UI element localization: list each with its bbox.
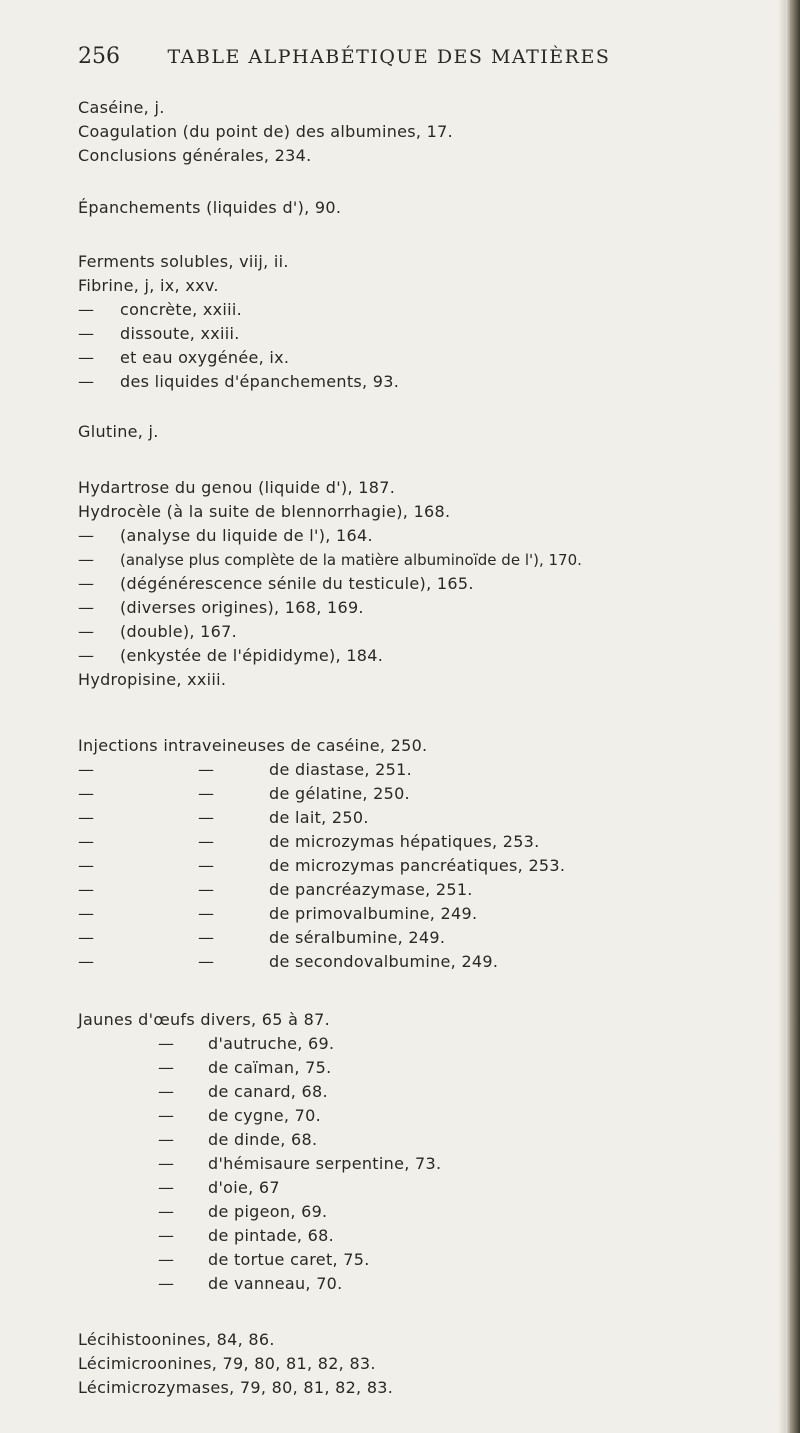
entry-lecihistoonines: Lécihistoonines, 84, 86. [78, 1330, 275, 1349]
dash: — [78, 526, 95, 545]
entry-hydrocele: Hydrocèle (à la suite de blennorrhagie), 168. [78, 502, 451, 521]
dash: — [78, 598, 95, 617]
entry-lecimicrozymases: Lécimicrozymases, 79, 80, 81, 82, 83. [78, 1378, 394, 1397]
subentry-text: d'autruche, 69. [208, 1034, 335, 1053]
dash: — [198, 928, 215, 947]
entry-hydropisine: Hydropisine, xxiii. [78, 670, 227, 689]
dash: — [158, 1154, 175, 1173]
dash: — [78, 904, 95, 923]
dash: — [78, 928, 95, 947]
dash: — [198, 904, 215, 923]
dash: — [78, 574, 95, 593]
dash: — [78, 952, 95, 971]
subentry-text: de vanneau, 70. [208, 1274, 343, 1293]
dash: — [198, 760, 215, 779]
dash: — [198, 808, 215, 827]
entry-jaunes: Jaunes d'œufs divers, 65 à 87. [78, 1010, 330, 1029]
dash: — [158, 1034, 175, 1053]
page-header [78, 44, 778, 69]
subentry-text: de tortue caret, 75. [208, 1250, 370, 1269]
entry-lecimicroonines: Lécimicroonines, 79, 80, 81, 82, 83. [78, 1354, 376, 1373]
subentry-text: d'oie, 67 [208, 1178, 280, 1197]
subentry-text: de cygne, 70. [208, 1106, 322, 1125]
dash: — [198, 952, 215, 971]
subentry-text: de pigeon, 69. [208, 1202, 328, 1221]
dash: — [78, 760, 95, 779]
dash: — [78, 550, 95, 569]
subentry-text: de dinde, 68. [208, 1130, 318, 1149]
subentry-text: (analyse du liquide de l'), 164. [120, 526, 373, 545]
subentry-text: de séralbumine, 249. [269, 928, 446, 947]
subentry-text: (analyse plus complète de la matière albuminoïde de l'), 170. [120, 551, 582, 569]
subentry-text: concrète, xxiii. [120, 300, 243, 319]
dash: — [78, 324, 95, 343]
subentry-text: (enkystée de l'épididyme), 184. [120, 646, 384, 665]
dash: — [78, 300, 95, 319]
subentry-text: de pintade, 68. [208, 1226, 335, 1245]
book-binding-edge [786, 0, 800, 1433]
subentry-text: (double), 167. [120, 622, 238, 641]
dash: — [78, 832, 95, 851]
dash: — [78, 808, 95, 827]
dash: — [158, 1058, 175, 1077]
dash: — [158, 1082, 175, 1101]
subentry-text: de pancréazymase, 251. [269, 880, 473, 899]
dash: — [78, 348, 95, 367]
dash: — [198, 784, 215, 803]
entry-fibrine: Fibrine, j, ix, xxv. [78, 276, 219, 295]
subentry-text: de lait, 250. [269, 808, 369, 827]
dash: — [198, 856, 215, 875]
entry-conclusions: Conclusions générales, 234. [78, 146, 312, 165]
dash: — [158, 1274, 175, 1293]
subentry-text: de caïman, 75. [208, 1058, 332, 1077]
dash: — [78, 784, 95, 803]
subentry-text: (diverses origines), 168, 169. [120, 598, 364, 617]
subentry-text: de canard, 68. [208, 1082, 328, 1101]
dash: — [78, 880, 95, 899]
dash: — [78, 372, 95, 391]
subentry-text: de primovalbumine, 249. [269, 904, 478, 923]
dash: — [198, 832, 215, 851]
entry-glutine: Glutine, j. [78, 422, 159, 441]
dash: — [78, 622, 95, 641]
subentry-text: de secondovalbumine, 249. [269, 952, 499, 971]
page-title: TABLE ALPHABÉTIQUE DES MATIÈRES [167, 46, 611, 68]
dash: — [158, 1106, 175, 1125]
subentry-text: des liquides d'épanchements, 93. [120, 372, 400, 391]
page-number: 256 [78, 44, 120, 69]
subentry-text: de gélatine, 250. [269, 784, 410, 803]
subentry-text: et eau oxygénée, ix. [120, 348, 290, 367]
entry-coagulation: Coagulation (du point de) des albumines, 17. [78, 122, 454, 141]
subentry-text: (dégénérescence sénile du testicule), 165. [120, 574, 474, 593]
entry-ferments: Ferments solubles, viij, ii. [78, 252, 289, 271]
dash: — [158, 1226, 175, 1245]
subentry-text: de microzymas hépatiques, 253. [269, 832, 540, 851]
entry-epanchements: Épanchements (liquides d'), 90. [78, 198, 342, 217]
dash: — [78, 856, 95, 875]
dash: — [78, 646, 95, 665]
subentry-text: dissoute, xxiii. [120, 324, 240, 343]
dash: — [158, 1130, 175, 1149]
subentry-text: de diastase, 251. [269, 760, 412, 779]
subentry-text: d'hémisaure serpentine, 73. [208, 1154, 442, 1173]
dash: — [158, 1202, 175, 1221]
dash: — [198, 880, 215, 899]
entry-caseine: Caséine, j. [78, 98, 165, 117]
page-edge-shadow [778, 0, 786, 1433]
entry-hydartrose: Hydartrose du genou (liquide d'), 187. [78, 478, 396, 497]
dash: — [158, 1250, 175, 1269]
dash: — [158, 1178, 175, 1197]
subentry-text: de microzymas pancréatiques, 253. [269, 856, 566, 875]
entry-injections: Injections intraveineuses de caséine, 250. [78, 736, 428, 755]
